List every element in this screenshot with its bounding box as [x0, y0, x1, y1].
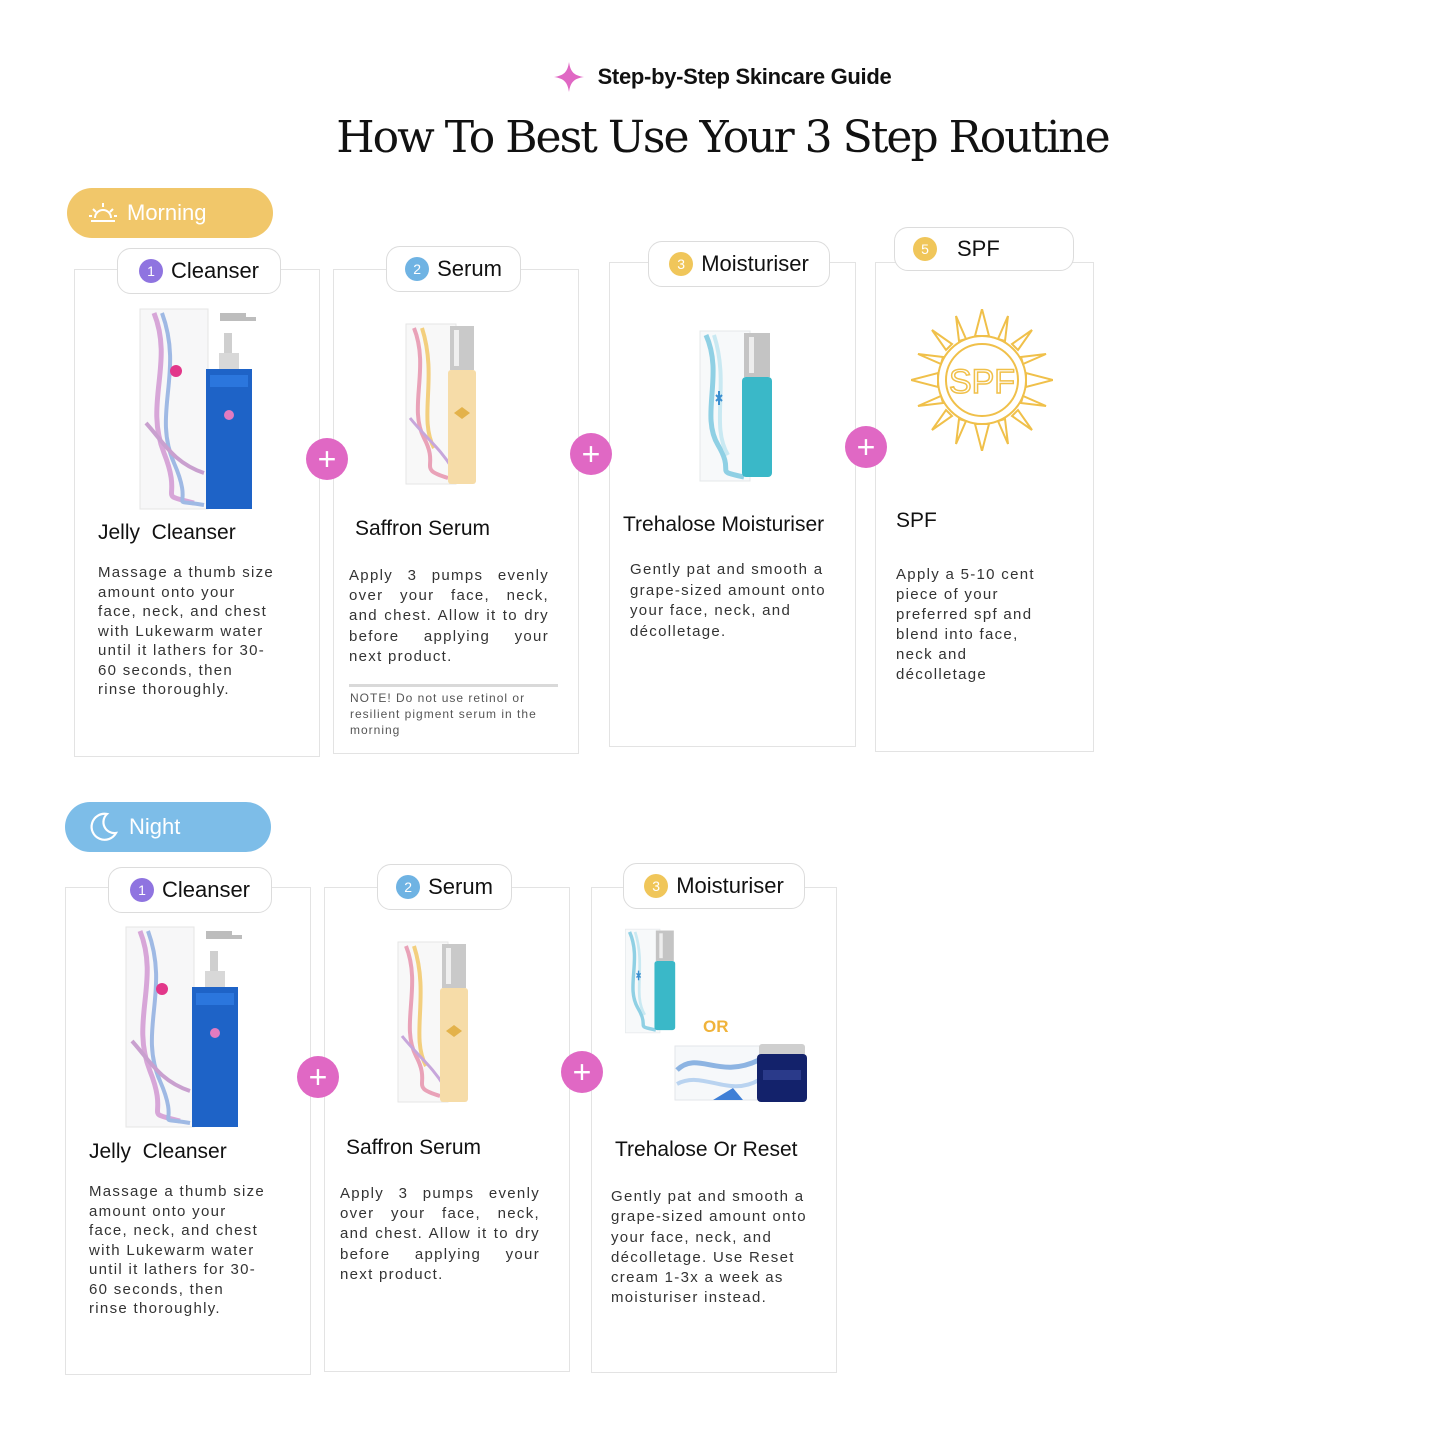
product-instructions: Apply 3 pumps evenly over your face, neck, and chest. Allow it to dry before applying your next product. [340, 1185, 540, 1283]
plus-icon: + [306, 438, 348, 480]
plus-icon: + [297, 1056, 339, 1098]
product-instructions: Massage a thumb size amount onto your face, neck, and chest with Lukewarm water until it lathers for 30-60 seconds, then rinse thoroughly. [98, 564, 275, 698]
product-name: Trehalose Moisturiser [623, 513, 825, 536]
tag-label: Moisturiser [676, 873, 784, 898]
product-name: Saffron Serum [355, 517, 491, 540]
product-name: Trehalose Or Reset [615, 1138, 798, 1161]
plus-icon: + [561, 1051, 603, 1093]
tag-cleanser [108, 867, 272, 913]
product-name: Jelly Cleanser [98, 521, 236, 544]
step-number-badge: 5 [913, 237, 937, 261]
spf-sun-image [911, 309, 1053, 451]
product-instructions: Apply a 5-10 cent piece of your preferred spf and blend into face, neck and décolletage [896, 566, 1035, 683]
night-label: Night [129, 814, 181, 839]
step-number-badge: 1 [139, 259, 163, 283]
night-pill [65, 802, 271, 852]
jelly-cleanser-image [134, 303, 264, 515]
divider [349, 684, 558, 687]
tag-serum [386, 246, 521, 292]
saffron-serum-image [392, 936, 476, 1108]
tag-label: Cleanser [170, 258, 260, 283]
spf-image-text: SPF [948, 363, 1016, 401]
tag-label: Moisturiser [701, 251, 809, 276]
tag-label: Serum [428, 874, 493, 899]
tag-spf [894, 227, 1074, 271]
tag-label: SPF [957, 236, 1000, 261]
product-name: Jelly Cleanser [89, 1140, 227, 1163]
product-name: Saffron Serum [346, 1136, 482, 1159]
plus-icon: + [570, 433, 612, 475]
tag-label: Serum [437, 256, 502, 281]
tag-label: Cleanser [161, 877, 251, 902]
step-number-badge: 3 [644, 874, 668, 898]
tag-moisturiser [623, 863, 805, 909]
sunrise-icon [89, 201, 117, 225]
trehalose-moisturiser-image [694, 325, 780, 487]
product-note: NOTE! Do not use retinol or resilient pigment serum in the morning [350, 691, 537, 737]
product-instructions: Massage a thumb size amount onto your face, neck, and chest with Lukewarm water until it lathers for 30-60 seconds, then rinse thoroughly. [89, 1183, 266, 1317]
tag-cleanser [117, 248, 281, 294]
morning-pill [67, 188, 273, 238]
product-instructions: Gently pat and smooth a grape-sized amount onto your face, neck, and décolletage. Use Reset cream 1-3x a week as moisturiser instead. [611, 1188, 807, 1307]
trehalose-moisturiser-image [620, 925, 682, 1037]
moon-icon [87, 811, 119, 843]
jelly-cleanser-image [120, 921, 250, 1133]
product-instructions: Gently pat and smooth a grape-sized amount onto your face, neck, and décolletage. [630, 561, 826, 640]
step-number-badge: 2 [405, 257, 429, 281]
product-instructions: Apply 3 pumps evenly over your face, neck, and chest. Allow it to dry before applying your next product. [349, 567, 549, 665]
tag-moisturiser [648, 241, 830, 287]
sparkle-icon [554, 62, 584, 92]
eyebrow [0, 62, 1445, 92]
plus-icon: + [845, 426, 887, 468]
product-name: SPF [896, 509, 937, 532]
eyebrow-text: Step-by-Step Skincare Guide [597, 64, 892, 89]
or-label: OR [703, 1017, 729, 1036]
step-number-badge: 1 [130, 878, 154, 902]
reset-cream-image [673, 1040, 808, 1106]
saffron-serum-image [400, 318, 484, 490]
tag-serum [377, 864, 512, 910]
morning-label: Morning [127, 200, 207, 225]
step-number-badge: 3 [669, 252, 693, 276]
step-number-badge: 2 [396, 875, 420, 899]
page-title: How To Best Use Your 3 Step Routine [336, 112, 1109, 163]
